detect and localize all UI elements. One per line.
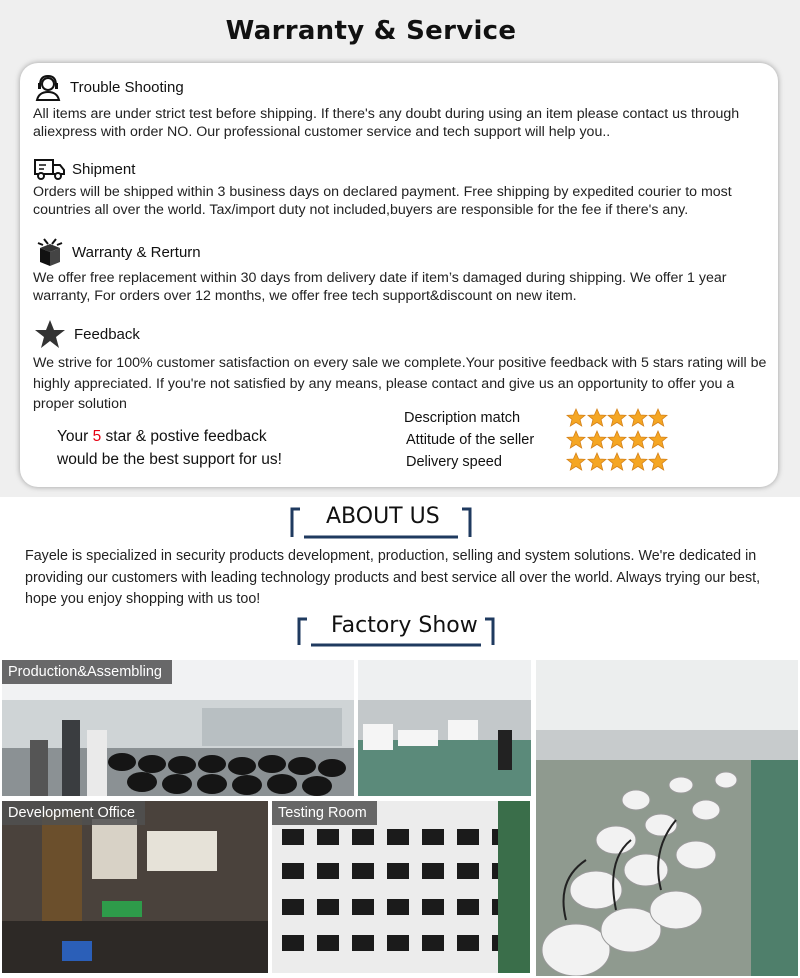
testing-photo-image: [272, 801, 530, 973]
rating-star-icon: [607, 408, 627, 428]
section-title: Shipment: [72, 160, 136, 178]
about-title: ABOUT US: [326, 504, 440, 529]
photo-label: Testing Room: [272, 801, 377, 825]
factory-photo-production: [2, 660, 354, 796]
section-title: Feedback: [74, 325, 140, 343]
cameras-photo-image: [536, 660, 798, 976]
rating-star-icon: [607, 452, 627, 472]
section-header-feedback: [34, 319, 140, 349]
factory-photo-office: [2, 801, 268, 973]
ratings-list: [404, 407, 669, 473]
support-agent-icon: [34, 73, 62, 101]
section-header-trouble-shooting: [34, 73, 184, 101]
section-body: We offer free replacement within 30 days from delivery date if item’s damaged during shipping. We offer 1 year warranty, For orders over 12 months, we offer free tech support&discount on new item.: [33, 270, 727, 304]
section-body: We strive for 100% customer satisfaction on every sale we complete.Your positive feedback with 5 stars rating will be highly appreciated. If you're not satisfied by any means, please contact and give us an opportunity to offer you a proper solution: [33, 355, 767, 412]
page-title: Warranty & Service: [225, 16, 517, 46]
rating-label: Attitude of the seller: [406, 432, 535, 448]
rating-star-icon: [648, 452, 668, 472]
rating-star-icon: [628, 408, 648, 428]
section-title: Trouble Shooting: [70, 78, 184, 96]
factory-title: Factory Show: [331, 613, 478, 638]
rating-star-icon: [648, 430, 668, 450]
star-rating: [566, 430, 669, 450]
support-line-2: would be the best support for us!: [57, 451, 282, 468]
rating-row: [404, 407, 669, 429]
rating-star-icon: [587, 408, 607, 428]
photo-label: Development Office: [2, 801, 145, 825]
assembly-photo-image: [358, 660, 531, 796]
rating-row: [404, 451, 669, 473]
warranty-card: [20, 63, 778, 487]
star-rating: [566, 408, 669, 428]
support-message: [57, 425, 282, 471]
factory-photo-cameras: [536, 660, 798, 976]
about-text: Fayele is specialized in security products development, production, selling and system solutions. We're dedicated in providing our customers with leading technology products and best service all over the world. Always trying our best, hope you enjoy shopping with us too!: [25, 548, 761, 607]
rating-star-icon: [566, 430, 586, 450]
rating-star-icon: [587, 430, 607, 450]
rating-label: Description match: [404, 410, 521, 426]
delivery-truck-icon: [34, 157, 66, 181]
office-photo-image: [2, 801, 268, 973]
section-header-shipment: [34, 157, 135, 181]
rating-star-icon: [628, 452, 648, 472]
gift-box-icon: [34, 238, 66, 266]
rating-star-icon: [648, 408, 668, 428]
star-icon: [34, 319, 66, 349]
rating-row: [404, 429, 669, 451]
section-header-warranty-return: [34, 238, 201, 266]
section-title: Warranty & Rerturn: [72, 243, 201, 261]
factory-photo-assembly-line: [358, 660, 531, 796]
rating-star-icon: [587, 452, 607, 472]
support-text: star & postive feedback: [101, 428, 267, 445]
rating-star-icon: [607, 430, 627, 450]
rating-star-icon: [628, 430, 648, 450]
star-rating: [566, 452, 669, 472]
rating-label: Delivery speed: [406, 454, 502, 470]
section-body: All items are under strict test before shipping. If there's any doubt during using an item please contact us through aliexpress with order NO. Our professional customer service and tech support will help you..: [33, 106, 740, 140]
factory-photo-testing: [272, 801, 530, 973]
photo-label: Production&Assembling: [2, 660, 172, 684]
support-text: Your: [57, 428, 93, 445]
section-body: Orders will be shipped within 3 business days on declared payment. Free shipping by expedited courier to most countries all over the world. Tax/import duty not included,buyers are responsible for the fee if there's any.: [33, 184, 732, 218]
support-line-1: [57, 425, 282, 448]
rating-star-icon: [566, 452, 586, 472]
rating-star-icon: [566, 408, 586, 428]
support-star-count: 5: [92, 428, 102, 445]
